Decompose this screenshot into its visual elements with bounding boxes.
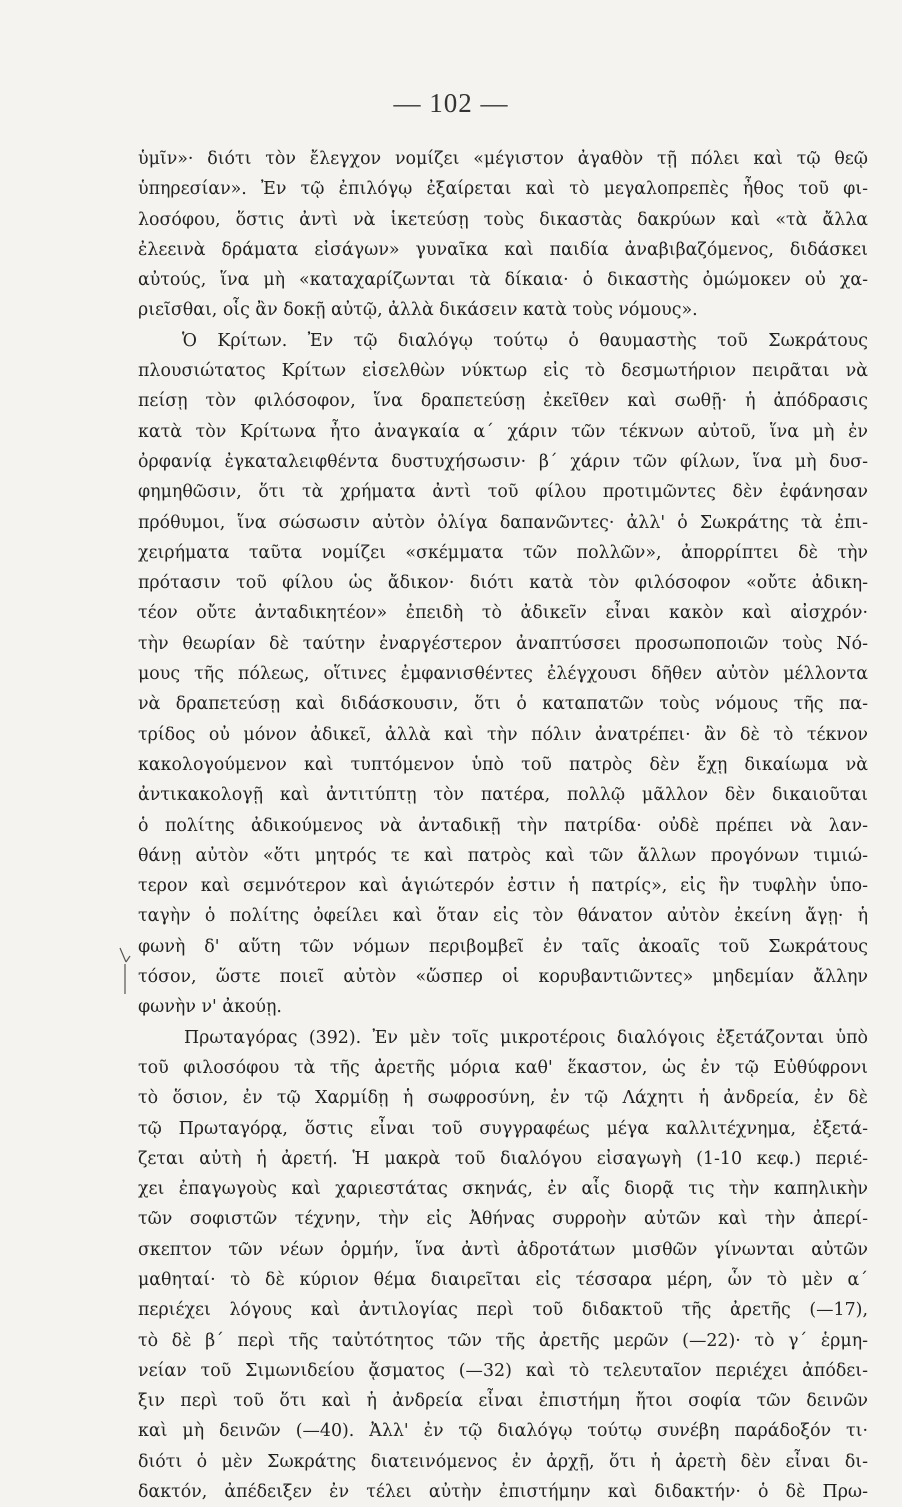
text-line: κακολογούμενον καὶ τυπτόμενον ὑπὸ τοῦ πατρὸς δὲν ἔχῃ δικαίωμα νὰ [138,754,868,775]
text-line: περιέχει λόγους καὶ ἀντιλογίας περὶ τοῦ διδακτοῦ τῆς ἀρετῆς (—17), [138,1300,868,1321]
text-line: τῶν σοφιστῶν τέχνην, τὴν εἰς Ἀθήνας συρροὴν αὐτῶν καὶ τὴν ἀπερί- [138,1209,868,1230]
text-line: μαθηταί· τὸ δὲ κύριον θέμα διαιρεῖται εἰς τέσσαρα μέρη, ὧν τὸ μὲν α΄ [138,1269,868,1290]
text-line: ὑμῖν»· διότι τὸν ἔλεγχον νομίζει «μέγιστον ἀγαθὸν τῇ πόλει καὶ τῷ θεῷ [138,149,868,169]
text-line: διότι ὁ μὲν Σωκράτης διατεινόμενος ἐν ἀρχῇ, ὅτι ἡ ἀρετὴ δὲν εἶναι δι- [138,1451,868,1472]
text-line: χειρήματα ταῦτα νομίζει «σκέμματα τῶν πολλῶν», ἀπορρίπτει δὲ τὴν [138,542,868,563]
body-text [138,144,868,1507]
text-line: τρίδος οὐ μόνον ἀδικεῖ, ἀλλὰ καὶ τὴν πόλιν ἀνατρέπει· ἂν δὲ τὸ τέκνον [138,724,868,745]
text-line: Ὁ Κρίτων. Ἐν τῷ διαλόγῳ τούτῳ ὁ θαυμαστὴς τοῦ Σωκράτους [182,330,868,351]
text-line: σκεπτον τῶν νέων ὁρμήν, ἵνα ἀντὶ ἀδροτάτων μισθῶν γίνωνται αὐτῶν [138,1239,868,1260]
text-line: πρότασιν τοῦ φίλου ὡς ἄδικον· διότι κατὰ τὸν φιλόσοφον «οὔτε ἀδικη- [138,573,868,594]
text-line: τερον καὶ σεμνότερον καὶ ἁγιώτερόν ἐστιν ἡ πατρίς», εἰς ἣν τυφλὴν ὑπο- [138,876,868,897]
text-line: ξιν περὶ τοῦ ὅτι καὶ ἡ ἀνδρεία εἶναι ἐπιστήμη ἤτοι σοφία τῶν δεινῶν [138,1391,868,1412]
text-line: ριεῖσθαι, οἷς ἂν δοκῇ αὐτῷ, ἀλλὰ δικάσειν κατὰ τοὺς νόμους». [138,300,698,321]
text-line: λοσόφου, ὅστις ἀντὶ νὰ ἱκετεύσῃ τοὺς δικαστὰς δακρύων καὶ «τὰ ἄλλα [138,209,868,230]
text-line: φωνὴ δ' αὕτη τῶν νόμων περιβομβεῖ ἐν ταῖς ἀκοαῖς τοῦ Σωκράτους [138,936,868,957]
text-line: δακτόν, ἀπέδειξεν ἐν τέλει αὐτὴν ἐπιστήμην καὶ διδακτήν· ὁ δὲ Πρω- [138,1482,868,1503]
text-line: πρόθυμοι, ἵνα σώσωσιν αὐτὸν ὀλίγα δαπανῶντες· ἀλλ' ὁ Σωκράτης τὰ ἐπι- [138,512,868,533]
text-line: πλουσιώτατος Κρίτων εἰσελθὼν νύκτωρ εἰς τὸ δεσμωτήριον πειρᾶται νὰ [138,361,868,382]
text-line: ζεται αὐτὴ ἡ ἀρετή. Ἡ μακρὰ τοῦ διαλόγου εἰσαγωγὴ (1-10 κεφ.) περιέ- [138,1148,868,1169]
text-line: πείσῃ τὸν φιλόσοφον, ἵνα δραπετεύσῃ ἐκεῖθεν καὶ σωθῇ· ἡ ἀπόδρασις [138,391,868,412]
margin-mark-icon [116,946,134,996]
text-line: τὴν θεωρίαν δὲ ταύτην ἐναργέστερον ἀναπτύσσει προσωποποιῶν τοὺς Νό- [138,633,868,654]
text-line: τέον οὔτε ἀνταδικητέον» ἐπειδὴ τὸ ἀδικεῖν εἶναι κακὸν καὶ αἰσχρόν· [138,603,868,624]
text-line: κατὰ τὸν Κρίτωνα ἦτο ἀναγκαία α΄ χάριν τῶν τέκνων αὐτοῦ, ἵνα μὴ ἐν [138,421,868,442]
text-line: τὸ δὲ β΄ περὶ τῆς ταὐτότητος τῶν τῆς ἀρετῆς μερῶν (—22)· τὸ γ΄ ἑρμη- [138,1330,868,1351]
text-line: φημηθῶσιν, ὅτι τὰ χρήματα ἀντὶ τοῦ φίλου προτιμῶντες δὲν ἐφάνησαν [138,482,868,503]
text-line: ἀντικακολογῇ καὶ ἀντιτύπτῃ τὸν πατέρα, πολλῷ μᾶλλον δὲν δικαιοῦται [138,785,868,806]
text-line: αὐτούς, ἵνα μὴ «καταχαρίζωνται τὰ δίκαια· ὁ δικαστὴς ὀμώμοκεν οὐ χα- [138,270,868,291]
text-line: τόσον, ὥστε ποιεῖ αὐτὸν «ὥσπερ οἱ κορυβαντιῶντες» μηδεμίαν ἄλλην [138,967,868,988]
text-line: μους τῆς πόλεως, οἵτινες ἐμφανισθέντες ἐλέγχουσι δῆθεν αὐτὸν μέλλοντα [138,664,868,685]
text-line: ὁ πολίτης ἀδικούμενος νὰ ἀνταδικῇ τὴν πατρίδα· οὐδὲ πρέπει νὰ λαν- [138,815,868,836]
text-line: Πρωταγόρας (392). Ἐν μὲν τοῖς μικροτέροις διαλόγοις ἐξετάζονται ὑπὸ [184,1027,868,1048]
page-number: — 102 — [393,88,509,118]
text-line: τῷ Πρωταγόρᾳ, ὅστις εἶναι τοῦ συγγραφέως μέγα καλλιτέχνημα, ἐξετά- [138,1118,868,1139]
text-line: φωνὴν ν' ἀκούῃ. [138,997,282,1018]
text-line: χει ἐπαγωγοὺς καὶ χαριεστάτας σκηνάς, ἐν αἷς διορᾷ τις τὴν καπηλικὴν [138,1179,868,1200]
text-line: ταγὴν ὁ πολίτης ὀφείλει καὶ ὅταν εἰς τὸν θάνατον αὐτὸν ἐκείνη ἄγῃ· ἡ [138,906,868,927]
text-line: νὰ δραπετεύσῃ καὶ διδάσκουσιν, ὅτι ὁ καταπατῶν τοὺς νόμους τῆς πα- [138,694,868,715]
text-line: καὶ μὴ δεινῶν (—40). Ἀλλ' ἐν τῷ διαλόγῳ τούτῳ συνέβη παράδοξόν τι· [138,1421,868,1442]
text-line: τὸ ὅσιον, ἐν τῷ Χαρμίδῃ ἡ σωφροσύνη, ἐν τῷ Λάχητι ἡ ἀνδρεία, ἐν δὲ [138,1088,868,1109]
text-line: ἐλεεινὰ δράματα εἰσάγων» γυναῖκα καὶ παιδία ἀναβιβαζόμενος, διδάσκει [138,239,868,260]
text-line: νείαν τοῦ Σιμωνιδείου ᾄσματος (—32) καὶ τὸ τελευταῖον περιέχει ἀπόδει- [138,1360,868,1381]
text-line: τοῦ φιλοσόφου τὰ τῆς ἀρετῆς μόρια καθ' ἕκαστον, ὡς ἐν τῷ Εὐθύφρονι [138,1057,868,1078]
text-line: θάνῃ αὐτὸν «ὅτι μητρός τε καὶ πατρὸς καὶ τῶν ἄλλων προγόνων τιμιώ- [138,845,868,866]
text-line: ὑπηρεσίαν». Ἐν τῷ ἐπιλόγῳ ἐξαίρεται καὶ τὸ μεγαλοπρεπὲς ἦθος τοῦ φι- [138,179,868,200]
text-line: ὀρφανίᾳ ἐγκαταλειφθέντα δυστυχήσωσιν· β΄ χάριν τῶν φίλων, ἵνα μὴ δυσ- [138,451,868,472]
